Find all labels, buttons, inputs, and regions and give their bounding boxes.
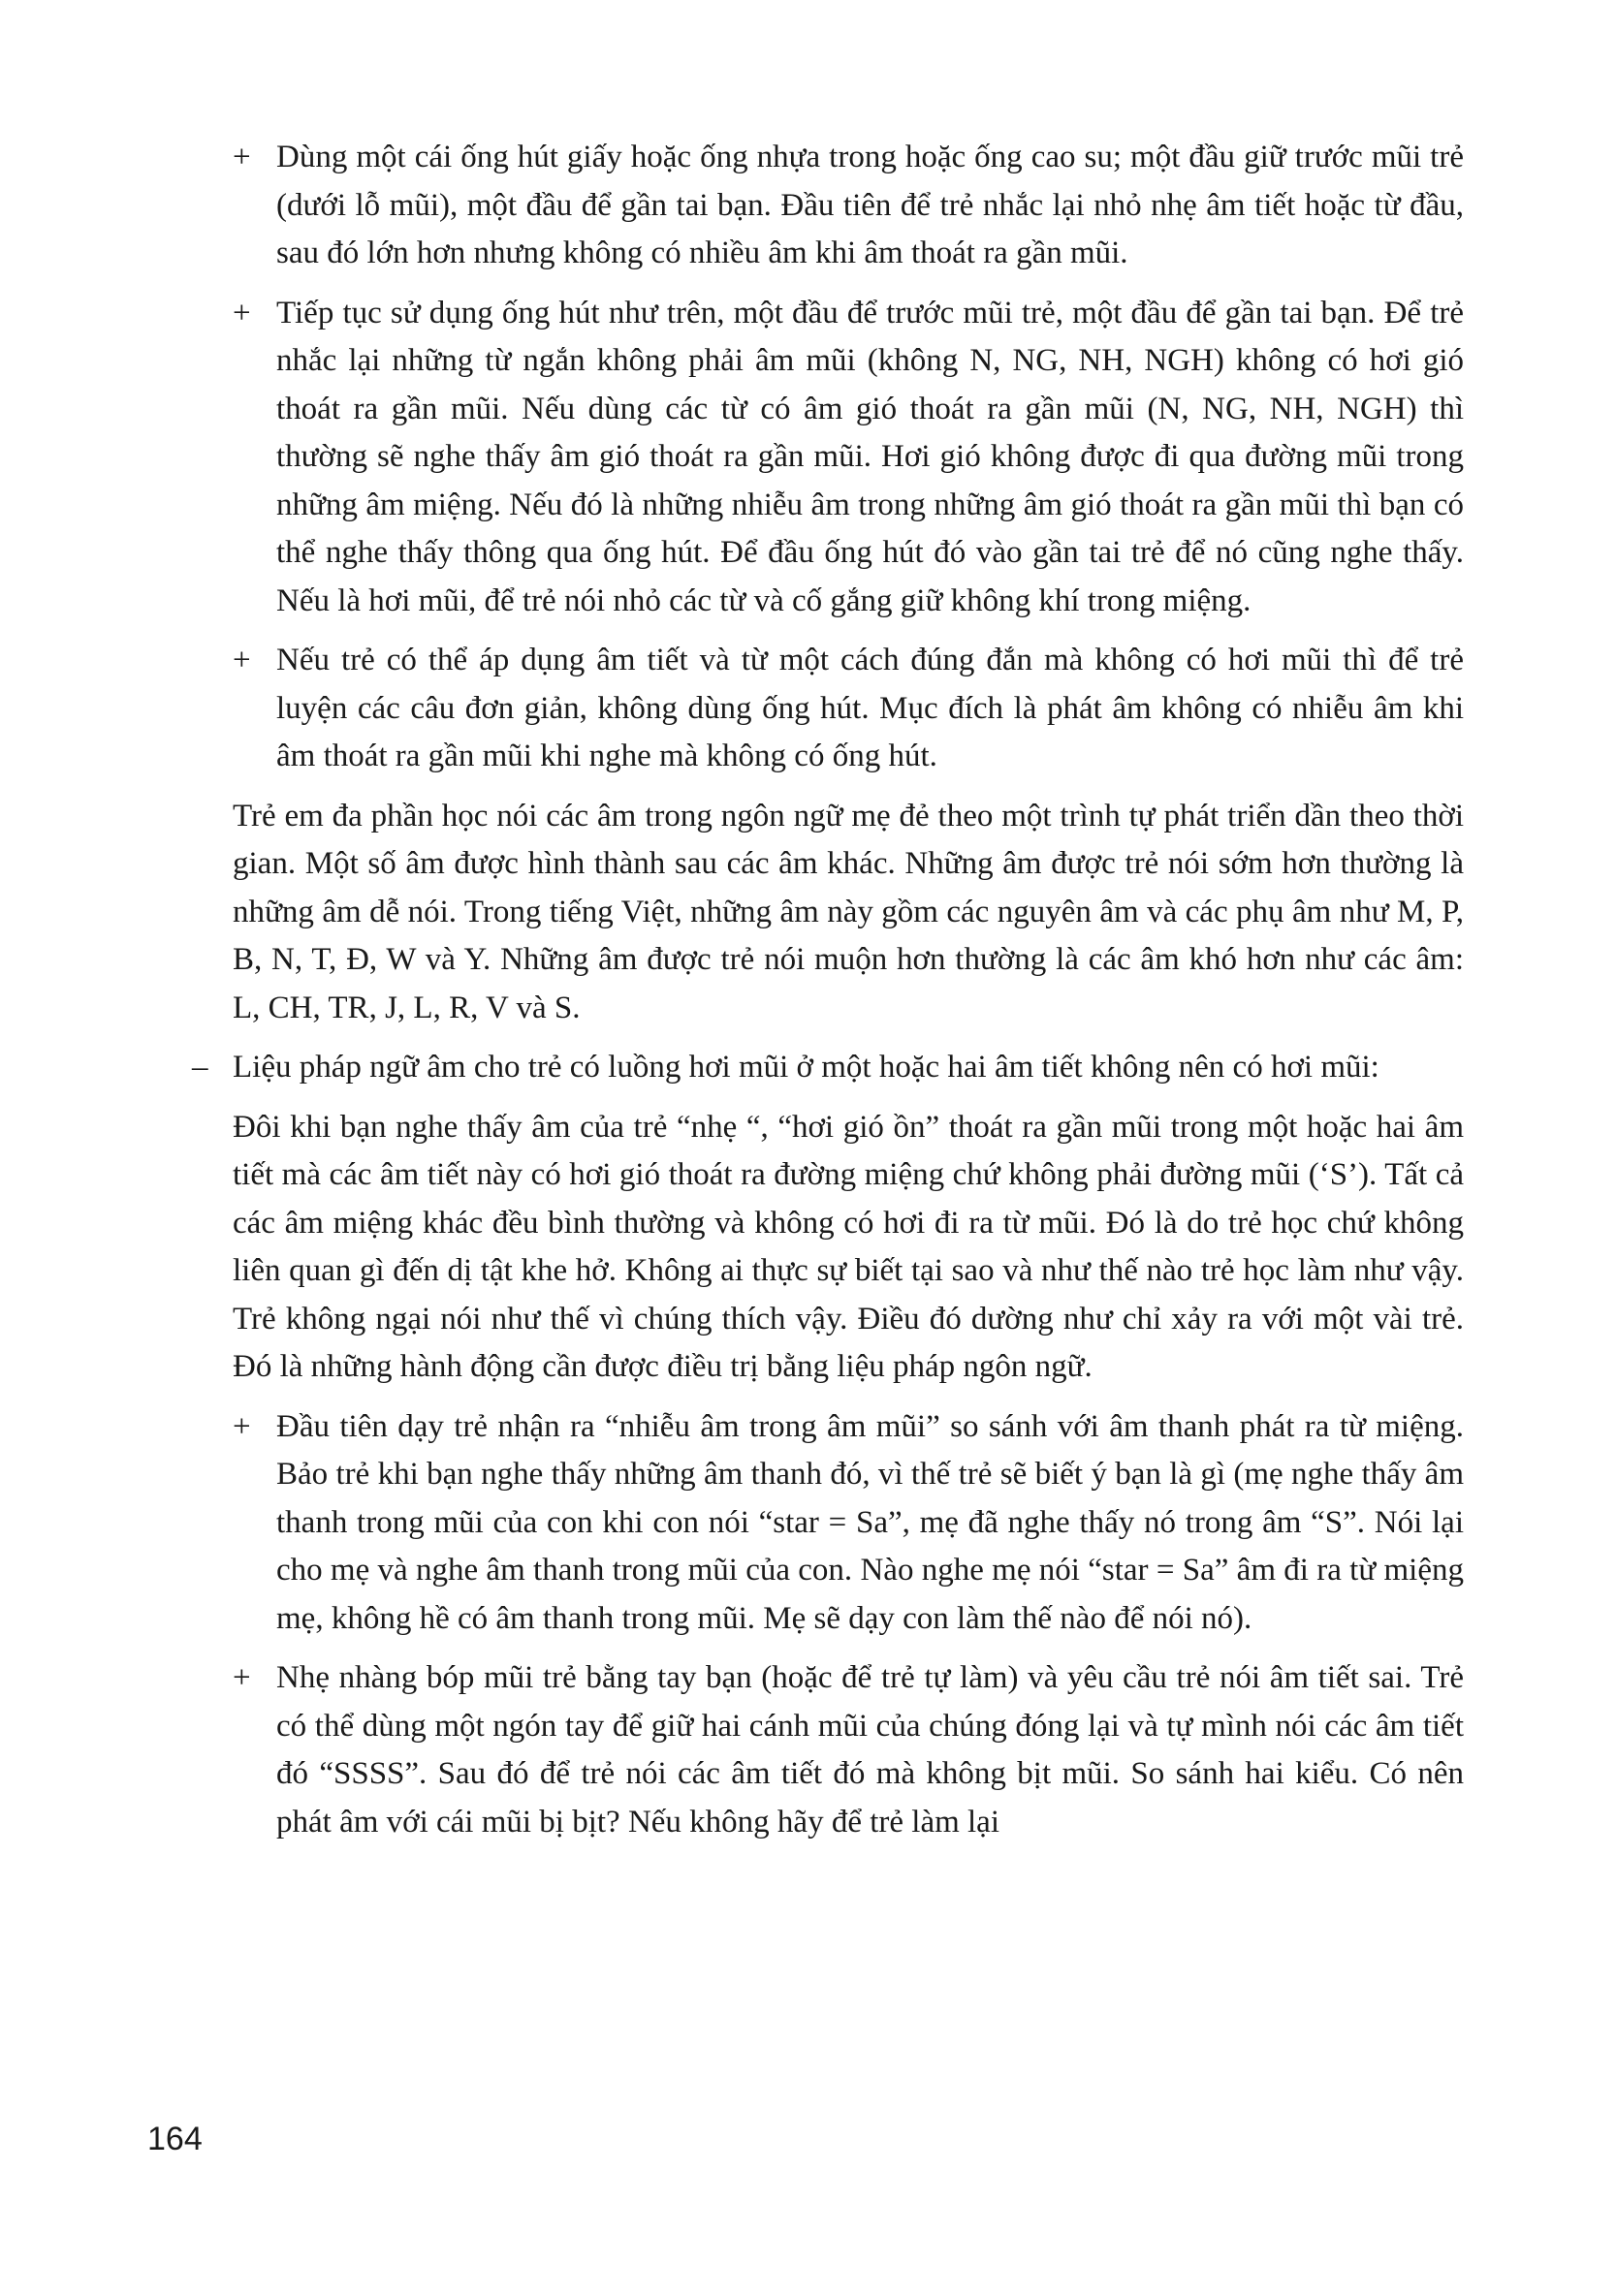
- paragraph-text: Trẻ em đa phần học nói các âm trong ngôn ngữ mẹ đẻ theo một trình tự phát triển dần theo thời gian. Một số âm được hình thành sau các âm khác. Những âm được trẻ nói sớm hơn thường là những âm dễ nói. Trong tiếng Việt, những âm này gồm các nguyên âm và các phụ âm như M, P, B, N, T, Đ, W và Y. Những âm được trẻ nói muộn hơn thường là các âm khó hơn như các âm: L, CH, TR, J, L, R, V và S.: [233, 798, 1464, 1025]
- bullet-item: [233, 1403, 1464, 1644]
- page-number: 164: [147, 2121, 203, 2157]
- bullet-text: Tiếp tục sử dụng ống hút như trên, một đầu để trước mũi trẻ, một đầu để gần tai bạn. Để trẻ nhắc lại những từ ngắn không phải âm mũi (không N, NG, NH, NGH) không có hơi gió thoát ra gần mũi. Nếu dùng các từ có âm gió thoát ra gần mũi (N, NG, NH, NGH) thì thường sẽ nghe thấy âm gió thoát ra gần mũi. Hơi gió không được đi qua đường mũi trong những âm miệng. Nếu đó là những nhiễu âm trong những âm gió thoát ra gần mũi thì bạn có thể nghe thấy thông qua ống hút. Để đầu ống hút đó vào gần tai trẻ để nó cũng nghe thấy. Nếu là hơi mũi, để trẻ nói nhỏ các từ và cố gắng giữ không khí trong miệng.: [276, 295, 1464, 618]
- plus-marker: +: [233, 1408, 251, 1444]
- bullet-item: [233, 637, 1464, 781]
- bullet-text: Dùng một cái ống hút giấy hoặc ống nhựa trong hoặc ống cao su; một đầu giữ trước mũi trẻ (dưới lỗ mũi), một đầu để gần tai bạn. Đầu tiên để trẻ nhắc lại nhỏ nhẹ âm tiết hoặc từ đầu, sau đó lớn hơn nhưng không có nhiều âm khi âm thoát ra gần mũi.: [276, 140, 1464, 270]
- dash-text: Liệu pháp ngữ âm cho trẻ có luồng hơi mũi ở một hoặc hai âm tiết không nên có hơi mũi:: [233, 1050, 1379, 1085]
- bullet-item: [233, 290, 1464, 626]
- page-content: [0, 134, 1616, 1858]
- bullet-text: Đầu tiên dạy trẻ nhận ra “nhiễu âm trong âm mũi” so sánh với âm thanh phát ra từ miệng. Bảo trẻ khi bạn nghe thấy những âm thanh đó, vì thế trẻ sẽ biết ý bạn là gì (mẹ nghe thấy âm thanh trong mũi của con khi con nói “star = Sa”, mẹ đã nghe thấy nó trong âm “S”. Nói lại cho mẹ và nghe âm thanh trong mũi của con. Nào nghe mẹ nói “star = Sa” âm đi ra từ miệng mẹ, không hề có âm thanh trong mũi. Mẹ sẽ dạy con làm thế nào để nói nó).: [276, 1408, 1464, 1636]
- bullet-text: Nhẹ nhàng bóp mũi trẻ bằng tay bạn (hoặc để trẻ tự làm) và yêu cầu trẻ nói âm tiết sai. Trẻ có thể dùng một ngón tay để giữ hai cánh mũi của chúng đóng lại và tự mình nói các âm tiết đó “SSSS”. Sau đó để trẻ nói các âm tiết đó mà không bịt mũi. So sánh hai kiểu. Có nên phát âm với cái mũi bị bịt? Nếu không hãy để trẻ làm lại: [276, 1660, 1464, 1840]
- bullet-item: [233, 1654, 1464, 1846]
- plus-marker: +: [233, 140, 251, 174]
- paragraph-text: Đôi khi bạn nghe thấy âm của trẻ “nhẹ “, “hơi gió ồn” thoát ra gần mũi trong một hoặc hai âm tiết mà các âm tiết này có hơi gió thoát ra đường miệng chứ không phải đường mũi (‘S’). Tất cả các âm miệng khác đều bình thường và không có hơi đi ra từ mũi. Đó là do trẻ học chứ không liên quan gì đến dị tật khe hở. Không ai thực sự biết tại sao và như thế nào trẻ học làm như vậy. Trẻ không ngại nói như thế vì chúng thích vậy. Điều đó dường như chỉ xảy ra với một vài trẻ. Đó là những hành động cần được điều trị bằng liệu pháp ngôn ngữ.: [233, 1109, 1464, 1384]
- plus-marker: +: [233, 295, 251, 330]
- plus-marker: +: [233, 643, 251, 677]
- plus-marker: +: [233, 1660, 251, 1695]
- bullet-text: Nếu trẻ có thể áp dụng âm tiết và từ một cách đúng đắn mà không có hơi mũi thì để trẻ luyện các câu đơn giản, không dùng ống hút. Mục đích là phát âm không có nhiễu âm khi âm thoát ra gần mũi khi nghe mà không có ống hút.: [276, 643, 1464, 773]
- bullet-item: [233, 134, 1464, 278]
- body-paragraph: [233, 1104, 1464, 1392]
- body-paragraph: [233, 793, 1464, 1033]
- dash-item: [192, 1044, 1464, 1092]
- dash-marker: –: [192, 1050, 208, 1085]
